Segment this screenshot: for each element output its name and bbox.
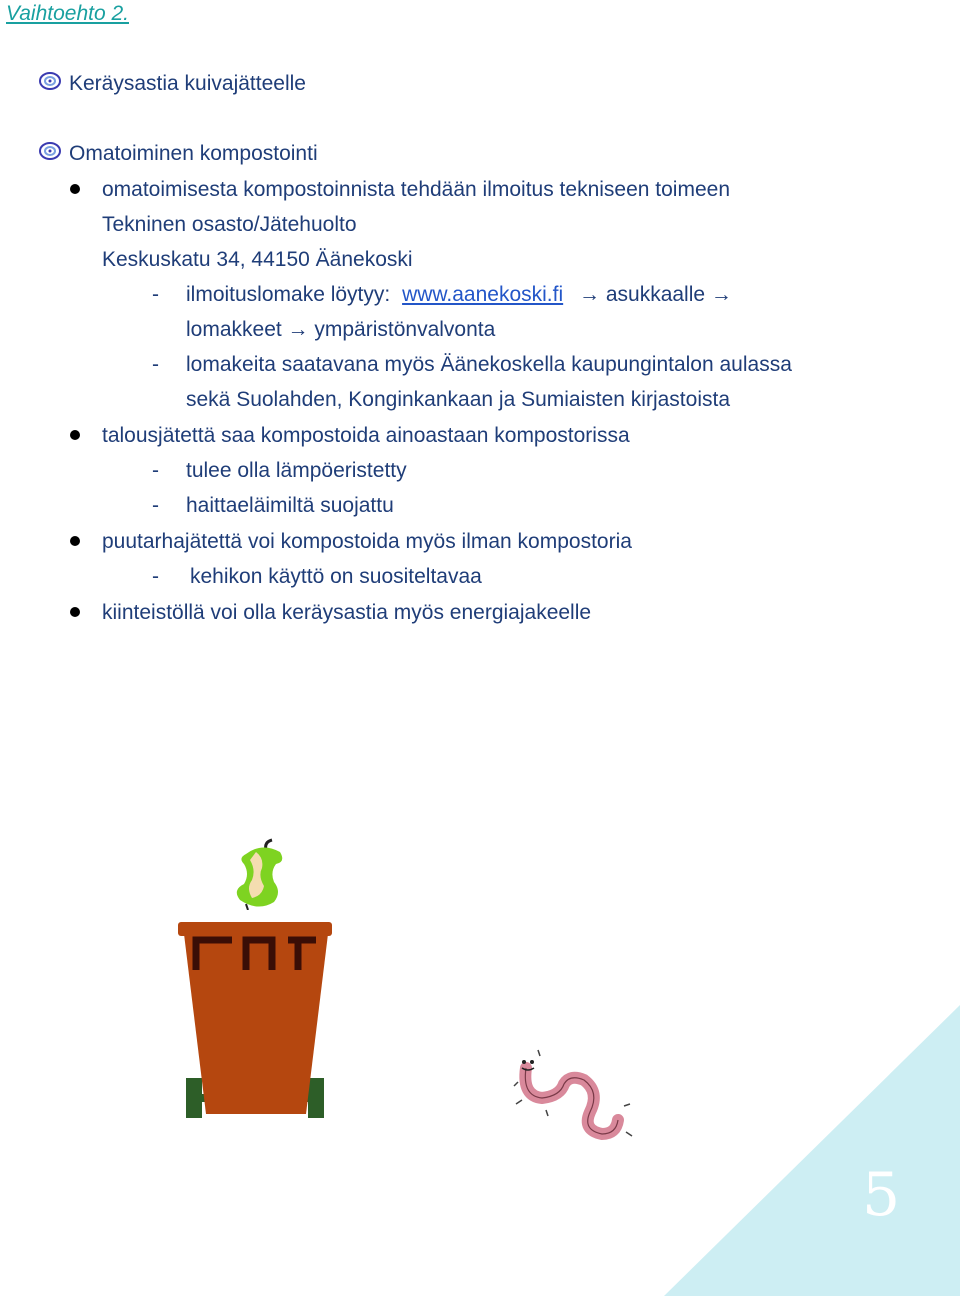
dash: - xyxy=(152,494,159,517)
address-line: Tekninen osasto/Jätehuolto xyxy=(102,213,357,236)
apple-core-icon xyxy=(226,838,290,910)
heading-composting: Omatoiminen kompostointi xyxy=(69,142,318,165)
dash: - xyxy=(152,565,159,588)
heading-dry-waste: Keräysastia kuivajätteelle xyxy=(69,72,306,95)
dash: - xyxy=(152,283,159,306)
sub-item: tulee olla lämpöeristetty xyxy=(186,459,407,482)
dash: - xyxy=(152,459,159,482)
form-path: → asukkaalle → xyxy=(579,283,732,306)
bullet-text: puutarhajätettä voi kompostoida myös ilman kompostoria xyxy=(102,530,632,553)
sub-item: haittaeläimiltä suojattu xyxy=(186,494,394,517)
bullet-text: omatoimisesta kompostoinnista tehdään ilmoitus tekniseen toimeen xyxy=(102,178,731,201)
worm-icon xyxy=(512,1046,636,1146)
waste-bin-icon xyxy=(176,918,336,1122)
dash: - xyxy=(152,353,159,376)
header-link[interactable]: Vaihtoehto 2. xyxy=(6,2,129,25)
address-line: Keskuskatu 34, 44150 Äänekoski xyxy=(102,248,413,271)
bullet-text: kiinteistöllä voi olla keräysastia myös energiajakeelle xyxy=(102,601,592,624)
forms-available-cont: sekä Suolahden, Konginkankaan ja Sumiaisten kirjastoista xyxy=(186,388,731,411)
bullet-text: talousjätettä saa kompostoida ainoastaan kompostorissa xyxy=(102,424,630,447)
sub-item: kehikon käyttö on suositeltavaa xyxy=(190,565,482,588)
form-prefix: ilmoituslomake löytyy: xyxy=(186,283,391,306)
forms-available: lomakeita saatavana myös Äänekoskella kaupungintalon aulassa xyxy=(186,353,792,376)
website-link[interactable]: www.aanekoski.fi xyxy=(402,283,564,306)
form-path-line: lomakkeet → ympäristönvalvonta xyxy=(186,318,496,341)
page-number: 5 xyxy=(862,1160,901,1230)
